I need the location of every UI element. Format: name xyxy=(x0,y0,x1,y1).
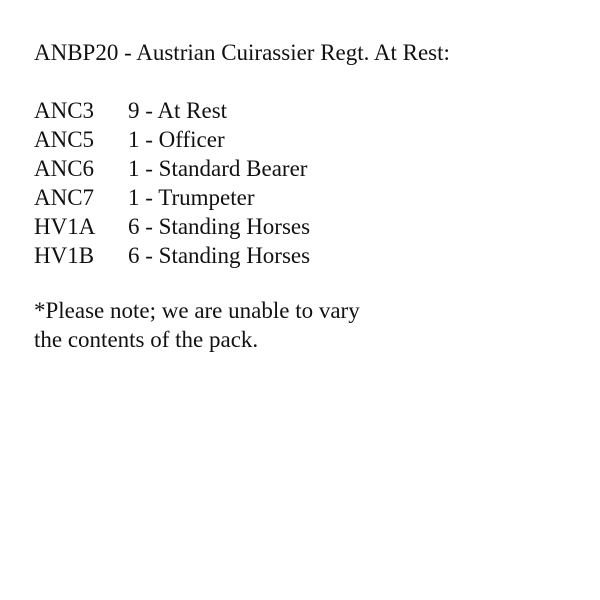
pack-note xyxy=(34,296,360,354)
pack-item-row xyxy=(34,241,310,270)
note-line: the contents of the pack. xyxy=(34,327,259,352)
item-code: HV1B xyxy=(34,243,95,268)
item-description: 1 - Trumpeter xyxy=(128,185,255,210)
item-code: ANC3 xyxy=(34,98,95,123)
item-description: 6 - Standing Horses xyxy=(128,214,311,239)
item-code: ANC6 xyxy=(34,156,95,181)
note-line: *Please note; we are unable to vary xyxy=(34,298,360,323)
item-description: 6 - Standing Horses xyxy=(128,243,311,268)
pack-item-row xyxy=(34,154,310,183)
item-code: HV1A xyxy=(34,214,96,239)
item-code: ANC5 xyxy=(34,127,95,152)
pack-title: ANBP20 - Austrian Cuirassier Regt. At Rest: xyxy=(34,40,450,65)
item-description: 1 - Standard Bearer xyxy=(128,156,308,181)
item-description: 1 - Officer xyxy=(128,127,225,152)
pack-item-row xyxy=(34,212,310,241)
item-description: 9 - At Rest xyxy=(128,98,228,123)
pack-item-list xyxy=(34,96,310,270)
pack-item-row xyxy=(34,183,310,212)
pack-item-row xyxy=(34,125,310,154)
item-code: ANC7 xyxy=(34,185,95,210)
pack-item-row xyxy=(34,96,310,125)
